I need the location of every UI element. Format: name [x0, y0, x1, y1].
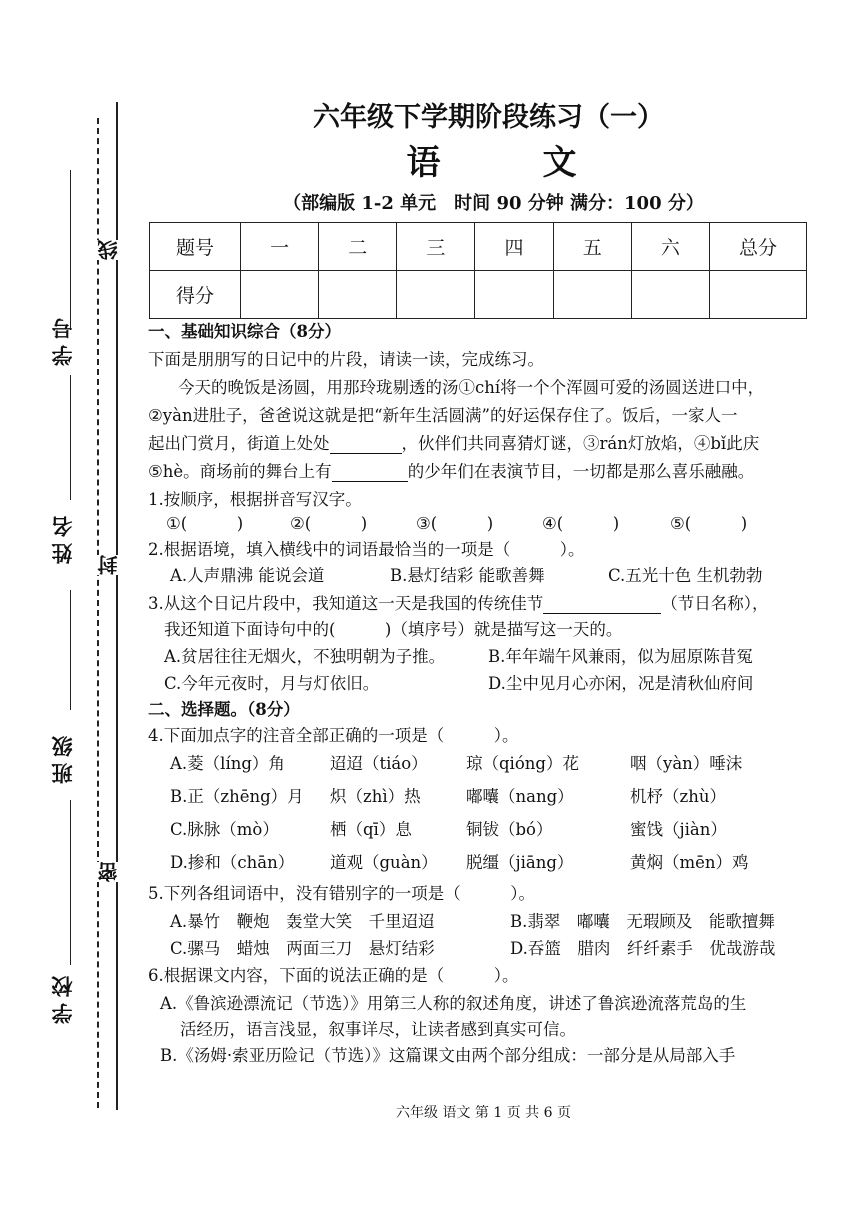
question-6: 6.根据课文内容，下面的说法正确的是（ ）。: [148, 966, 519, 985]
class-label: 班级: [50, 730, 75, 784]
q4-c-2: 栖（qī）息: [330, 820, 412, 839]
passage-line-2: ②yàn进肚子，爸爸说这就是把“新年生活圆满”的好运保存住了。饭后，一家人一: [148, 406, 738, 425]
score-cell[interactable]: [241, 271, 319, 319]
question-1: 1.按顺序，根据拼音写汉字。: [148, 490, 362, 509]
q4-a-2: 迢迢（tiáo）: [330, 754, 428, 773]
passage-line-4a: ⑤hè。商场前的舞台上有: [148, 462, 332, 481]
passage-blank-1[interactable]: [330, 435, 402, 454]
q2-option-c[interactable]: C.五光十色 生机勃勃: [608, 566, 763, 585]
q1-slot-4[interactable]: ④( ): [542, 514, 620, 533]
q5-option-a[interactable]: A.暴竹 鞭炮 轰堂大笑 千里迢迢: [170, 912, 435, 931]
q4-a-3: 琼（qióng）花: [466, 754, 579, 773]
q1-slot-2[interactable]: ②( ): [290, 514, 368, 533]
passage-line-3b: ，伙伴们共同喜猜灯谜，③rán灯放焰，④bǐ此庆: [401, 434, 760, 453]
binding-dashed-line: [97, 118, 99, 1108]
score-table-score-row: [150, 271, 807, 319]
passage-line-1: 今天的晚饭是汤圆，用那玲珑剔透的汤①chí将一个个浑圆可爱的汤圆送进口中，: [178, 378, 765, 397]
score-header-cell: 六: [631, 223, 709, 271]
name-label: 姓名: [50, 510, 75, 564]
score-cell[interactable]: [397, 271, 475, 319]
q1-slot-5[interactable]: ⑤( ): [670, 514, 748, 533]
score-header-cell: 三: [397, 223, 475, 271]
school-line: [70, 800, 71, 965]
section1-heading: 一、基础知识综合（8分）: [148, 322, 341, 341]
q4-a-4: 咽（yàn）唾沫: [630, 754, 743, 773]
q5-option-c[interactable]: C.骡马 蜡烛 两面三刀 悬灯结彩: [170, 939, 435, 958]
q4-b-3: 嘟囔（nang）: [466, 787, 574, 806]
score-cell[interactable]: [631, 271, 709, 319]
q1-slot-3[interactable]: ③( ): [416, 514, 494, 533]
section1-intro: 下面是朋朋写的日记中的片段，请读一读，完成练习。: [148, 350, 544, 369]
q2-option-a[interactable]: A.人声鼎沸 能说会道: [170, 566, 325, 585]
subject-title: 语 文: [406, 143, 611, 183]
score-cell[interactable]: [553, 271, 631, 319]
page-footer: 六年级 语文 第 1 页 共 6 页: [396, 1105, 571, 1121]
q3-option-c[interactable]: C.今年元夜时，月与灯依旧。: [164, 674, 380, 693]
q3-option-a[interactable]: A.贫居往往无烟火，不独明朝为子推。: [164, 647, 446, 666]
q4-c-3: 铜钹（bó）: [466, 820, 553, 839]
score-header-cell: 四: [475, 223, 553, 271]
binding-mark-mi: 密: [94, 862, 123, 882]
q4-d-4: 黄焖（mēn）鸡: [630, 853, 749, 872]
section2-heading: 二、选择题。（8分）: [148, 700, 300, 719]
q3-text-a: 3.从这个日记片段中，我知道这一天是我国的传统佳节: [148, 594, 544, 613]
exam-info: （部编版 1-2 单元 时间 90 分钟 满分：100 分）: [283, 193, 704, 214]
q1-slot-1[interactable]: ①( ): [166, 514, 244, 533]
q4-b-2: 炽（zhì）热: [330, 787, 421, 806]
q4-d-1[interactable]: D.掺和（chān）: [170, 853, 295, 872]
q4-c-4: 蜜饯（jiàn）: [630, 820, 727, 839]
q4-b-1[interactable]: B.正（zhēng）月: [170, 787, 304, 806]
passage-line-3a: 起出门赏月，街道上处处: [148, 434, 330, 453]
q3-festival-blank[interactable]: [543, 595, 661, 614]
score-cell[interactable]: [710, 271, 807, 319]
school-label: 学校: [50, 970, 75, 1024]
score-header-cell: 题号: [150, 223, 241, 271]
q6-option-a-line1[interactable]: A.《鲁滨逊漂流记（节选）》用第三人称的叙述角度，讲述了鲁滨逊流落荒岛的生: [160, 994, 747, 1013]
q6-option-a-line2: 活经历，语言浅显，叙事详尽，让读者感到真实可信。: [180, 1020, 576, 1039]
q3-option-b[interactable]: B.年年端午风兼雨，似为屈原陈昔冤: [488, 647, 753, 666]
score-header-cell: 二: [319, 223, 397, 271]
q3-text-b: （节日名称），: [661, 594, 769, 613]
q4-c-1[interactable]: C.脉脉（mò）: [170, 820, 279, 839]
q5-option-b[interactable]: B.翡翠 嘟囔 无瑕顾及 能歌擅舞: [510, 912, 775, 931]
score-header-cell: 五: [553, 223, 631, 271]
q6-option-b-line1[interactable]: B.《汤姆·索亚历险记（节选）》这篇课文由两个部分组成：一部分是从局部入手: [160, 1046, 736, 1065]
q4-d-3: 脱缰（jiāng）: [466, 853, 574, 872]
question-2: 2.根据语境，填入横线中的词语最恰当的一项是（ ）。: [148, 540, 585, 559]
binding-mark-feng: 封: [94, 555, 123, 575]
student-id-label: 学号: [50, 312, 75, 366]
score-header-cell: 总分: [710, 223, 807, 271]
passage-line-4b: 的少年们在表演节目，一切都是那么喜乐融融。: [407, 462, 755, 481]
question-4: 4.下面加点字的注音全部正确的一项是（ ）。: [148, 726, 519, 745]
name-line: [70, 375, 71, 500]
score-row-label: 得分: [150, 271, 241, 319]
score-cell[interactable]: [319, 271, 397, 319]
passage-line-3: [148, 430, 759, 454]
q3-text-c: 我还知道下面诗句中的( )（填序号）就是描写这一天的。: [164, 620, 623, 639]
passage-line-4: [148, 458, 754, 482]
q4-a-1[interactable]: A.菱（líng）角: [170, 754, 285, 773]
score-table-header-row: [150, 223, 807, 271]
binding-mark-xian: 线: [94, 240, 123, 260]
score-cell[interactable]: [475, 271, 553, 319]
score-header-cell: 一: [241, 223, 319, 271]
q5-option-d[interactable]: D.吞篮 腊肉 纤纤素手 优哉游哉: [510, 939, 776, 958]
score-table: [149, 222, 807, 319]
q4-d-2: 道观（guàn）: [330, 853, 438, 872]
passage-blank-2[interactable]: [332, 463, 408, 482]
question-5: 5.下列各组词语中，没有错别字的一项是（ ）。: [148, 884, 535, 903]
exam-title: 六年级下学期阶段练习（一）: [313, 102, 664, 133]
class-line: [70, 590, 71, 710]
q2-option-b[interactable]: B.悬灯结彩 能歌善舞: [390, 566, 545, 585]
question-3: [148, 590, 769, 614]
q4-b-4: 机杼（zhù）: [630, 787, 726, 806]
q3-option-d[interactable]: D.尘中见月心亦闲，况是清秋仙府间: [488, 674, 754, 693]
